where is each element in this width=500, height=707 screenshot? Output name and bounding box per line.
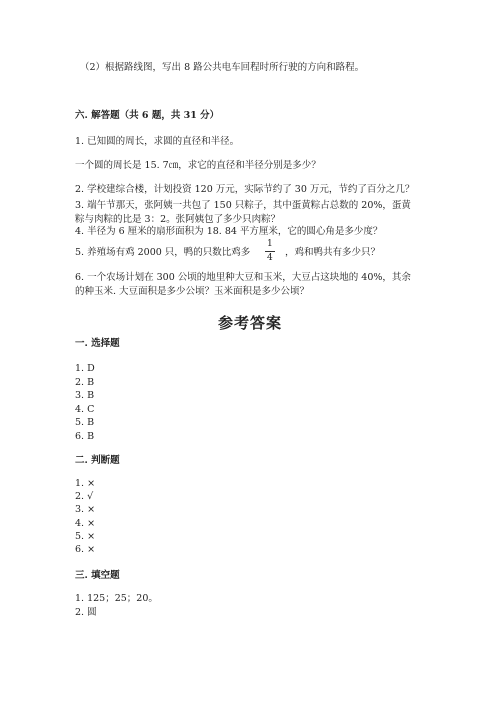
list-item: 5. B — [75, 417, 95, 428]
intro-line: （2）根据路线图，写出 8 路公共电车回程时所行驶的方向和路程。 — [80, 62, 365, 73]
list-item: 4. × — [75, 517, 96, 529]
answers-title: 参考答案 — [217, 314, 282, 332]
list-item: 2. 圆 — [75, 607, 97, 618]
question-1b: 一个圆的周长是 15. 7㎝，求它的直径和半径分别是多少？ — [75, 160, 321, 171]
fraction-bar — [265, 251, 275, 252]
list-item: 5. × — [75, 530, 96, 542]
section-6-heading: 六. 解答题（共 6 题，共 31 分） — [75, 110, 220, 121]
question-6b: 的种玉米. 大豆面积是多少公顷？玉米面积是多少公顷？ — [75, 286, 310, 297]
question-6a: 6. 一个农场计划在 300 公顷的地里种大豆和玉米，大豆占这块地的 40%，其余 — [75, 272, 411, 283]
list-item: 2. √ — [75, 491, 94, 503]
list-item: 2. B — [75, 376, 95, 388]
question-1a: 1. 已知圆的周长，求圆的直径和半径。 — [75, 136, 240, 147]
answer-list-2 — [75, 477, 95, 556]
question-2: 2. 学校建综合楼，计划投资 120 万元，实际节约了 30 万元，节约了百分之几？ — [75, 184, 415, 195]
question-4: 4. 半径为 6 厘米的扇形面积为 18. 84 平方厘米，它的圆心角是多少度？ — [75, 226, 383, 237]
list-item: 6. B — [75, 430, 95, 442]
answers-section-3-heading: 三. 填空题 — [75, 570, 120, 581]
list-item: 1. × — [75, 478, 96, 489]
question-5-fraction — [265, 240, 275, 263]
question-5a: 5. 养殖场有鸡 2000 只，鸭的只数比鸡多 — [75, 247, 251, 258]
fraction-numerator: 1 — [267, 239, 273, 249]
question-5b: ，鸡和鸭共有多少只？ — [285, 247, 381, 258]
list-item: 3. B — [75, 390, 95, 401]
list-item: 3. × — [75, 504, 96, 516]
question-3b: 粽与肉粽的比是 3：2。张阿姨包了多少只肉粽？ — [75, 214, 281, 225]
answer-list-3 — [75, 592, 158, 620]
list-item: 1. 125；25；20。 — [75, 593, 158, 604]
answers-section-1-heading: 一. 选择题 — [75, 338, 120, 349]
question-3a: 3. 端午节那天，张阿姨一共包了 150 只粽子，其中蛋黄粽占总数的 20%，蛋黄 — [75, 200, 411, 211]
fraction-denominator: 4 — [267, 253, 273, 263]
list-item: 4. C — [75, 403, 95, 415]
answers-section-2-heading: 二. 判断题 — [75, 455, 120, 466]
list-item: 6. × — [75, 544, 96, 556]
answer-list-1 — [75, 362, 95, 443]
list-item: 1. D — [75, 363, 95, 374]
